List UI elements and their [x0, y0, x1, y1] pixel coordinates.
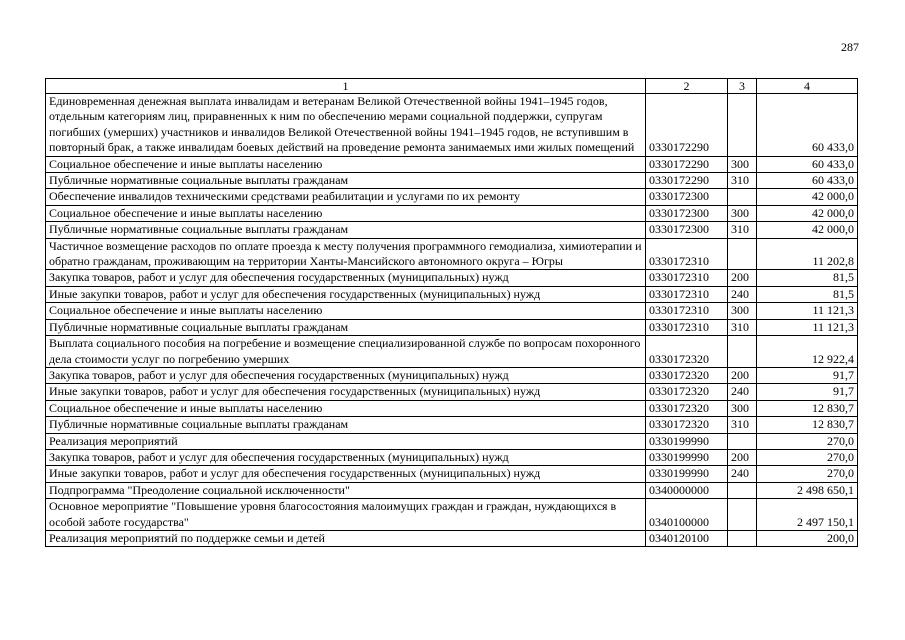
row-amount: 2 497 150,1 — [757, 499, 858, 531]
row-amount: 81,5 — [757, 286, 858, 302]
row-name: Реализация мероприятий по поддержке семьи и детей — [46, 530, 646, 546]
table-row — [46, 319, 858, 335]
row-name: Закупка товаров, работ и услуг для обеспечения государственных (муниципальных) нужд — [46, 270, 646, 286]
row-type: 200 — [728, 367, 757, 383]
row-code: 0330172300 — [646, 189, 728, 205]
row-code: 0330172320 — [646, 384, 728, 400]
row-name: Реализация мероприятий — [46, 433, 646, 449]
row-amount: 270,0 — [757, 449, 858, 465]
page-number: 287 — [841, 40, 859, 54]
table-row — [46, 367, 858, 383]
row-type — [728, 499, 757, 531]
row-type: 300 — [728, 205, 757, 221]
row-name: Закупка товаров, работ и услуг для обеспечения государственных (муниципальных) нужд — [46, 367, 646, 383]
row-type — [728, 482, 757, 498]
row-type: 310 — [728, 319, 757, 335]
row-type: 300 — [728, 303, 757, 319]
row-type: 310 — [728, 222, 757, 238]
header-amount: 4 — [757, 79, 858, 94]
table-row — [46, 433, 858, 449]
row-name: Публичные нормативные социальные выплаты гражданам — [46, 173, 646, 189]
table-row — [46, 530, 858, 546]
table-row — [46, 482, 858, 498]
budget-table — [45, 78, 858, 547]
row-name: Выплата социального пособия на погребение и возмещение специализированной службе по вопросам похоронного дела стоимости услуг по погребению умерших — [46, 336, 646, 368]
row-amount: 11 121,3 — [757, 319, 858, 335]
row-code: 0340000000 — [646, 482, 728, 498]
table-row — [46, 270, 858, 286]
row-code: 0330172310 — [646, 286, 728, 302]
row-amount: 42 000,0 — [757, 189, 858, 205]
row-name: Иные закупки товаров, работ и услуг для обеспечения государственных (муниципальных) нужд — [46, 466, 646, 482]
row-type: 300 — [728, 400, 757, 416]
row-amount: 91,7 — [757, 367, 858, 383]
table-row — [46, 238, 858, 270]
row-code: 0330172300 — [646, 205, 728, 221]
row-name: Социальное обеспечение и иные выплаты населению — [46, 205, 646, 221]
row-type — [728, 238, 757, 270]
row-type — [728, 433, 757, 449]
row-code: 0330172320 — [646, 417, 728, 433]
row-name: Закупка товаров, работ и услуг для обеспечения государственных (муниципальных) нужд — [46, 449, 646, 465]
table-row — [46, 400, 858, 416]
row-name: Публичные нормативные социальные выплаты гражданам — [46, 222, 646, 238]
table-row — [46, 205, 858, 221]
row-type — [728, 189, 757, 205]
row-code: 0330199990 — [646, 449, 728, 465]
row-code: 0330172310 — [646, 319, 728, 335]
table-row — [46, 156, 858, 172]
row-code: 0330172320 — [646, 367, 728, 383]
table-body — [46, 94, 858, 547]
row-code: 0330172310 — [646, 238, 728, 270]
row-code: 0330172300 — [646, 222, 728, 238]
row-amount: 60 433,0 — [757, 173, 858, 189]
table-row — [46, 286, 858, 302]
row-amount: 60 433,0 — [757, 94, 858, 157]
row-name: Публичные нормативные социальные выплаты гражданам — [46, 319, 646, 335]
row-amount: 2 498 650,1 — [757, 482, 858, 498]
table-row — [46, 384, 858, 400]
row-code: 0330172290 — [646, 94, 728, 157]
table-row — [46, 417, 858, 433]
row-name: Единовременная денежная выплата инвалидам и ветеранам Великой Отечественной войны 1941–1945 годов, отдельным категориям лиц, приравненных к ним по обеспечению мерами социальной поддержки, супругам погибших (умерших) участников и инвалидов Великой Отечественной войны 1941–1945 годов, не вступившим в повторный брак, а также инвалидам боевых действий на проведение ремонта занимаемых ими жилых помещений — [46, 94, 646, 157]
row-amount: 270,0 — [757, 466, 858, 482]
row-name: Иные закупки товаров, работ и услуг для обеспечения государственных (муниципальных) нужд — [46, 384, 646, 400]
table-row — [46, 466, 858, 482]
row-code: 0330172290 — [646, 156, 728, 172]
table-row — [46, 303, 858, 319]
row-amount: 60 433,0 — [757, 156, 858, 172]
row-name: Социальное обеспечение и иные выплаты населению — [46, 400, 646, 416]
row-amount: 200,0 — [757, 530, 858, 546]
row-type — [728, 336, 757, 368]
row-code: 0330172320 — [646, 336, 728, 368]
row-type: 240 — [728, 286, 757, 302]
table-row — [46, 222, 858, 238]
row-type: 200 — [728, 449, 757, 465]
row-amount: 91,7 — [757, 384, 858, 400]
header-name: 1 — [46, 79, 646, 94]
row-name: Основное мероприятие "Повышение уровня благосостояния малоимущих граждан и граждан, нуждающихся в особой заботе государства" — [46, 499, 646, 531]
row-code: 0330172290 — [646, 173, 728, 189]
header-code: 2 — [646, 79, 728, 94]
row-name: Подпрограмма "Преодоление социальной исключенности" — [46, 482, 646, 498]
row-amount: 12 830,7 — [757, 400, 858, 416]
row-code: 0340100000 — [646, 499, 728, 531]
row-name: Иные закупки товаров, работ и услуг для обеспечения государственных (муниципальных) нужд — [46, 286, 646, 302]
table-row — [46, 189, 858, 205]
row-type: 240 — [728, 384, 757, 400]
table-row — [46, 94, 858, 157]
row-type: 310 — [728, 417, 757, 433]
row-code: 0330172320 — [646, 400, 728, 416]
table-header — [46, 79, 858, 94]
table-row — [46, 449, 858, 465]
row-name: Социальное обеспечение и иные выплаты населению — [46, 156, 646, 172]
row-amount: 11 202,8 — [757, 238, 858, 270]
row-code: 0330199990 — [646, 433, 728, 449]
row-name: Социальное обеспечение и иные выплаты населению — [46, 303, 646, 319]
row-name: Частичное возмещение расходов по оплате проезда к месту получения программного гемодиализа, химиотерапии и обратно гражданам, проживающим на территории Ханты-Мансийского автономного округа – Югры — [46, 238, 646, 270]
row-amount: 12 830,7 — [757, 417, 858, 433]
row-type: 200 — [728, 270, 757, 286]
row-name: Обеспечение инвалидов техническими средствами реабилитации и услугами по их ремонту — [46, 189, 646, 205]
row-code: 0330172310 — [646, 303, 728, 319]
header-type: 3 — [728, 79, 757, 94]
table-row — [46, 336, 858, 368]
row-code: 0330172310 — [646, 270, 728, 286]
header-row — [46, 79, 858, 94]
row-amount: 42 000,0 — [757, 205, 858, 221]
row-amount: 81,5 — [757, 270, 858, 286]
row-amount: 12 922,4 — [757, 336, 858, 368]
row-type: 300 — [728, 156, 757, 172]
row-name: Публичные нормативные социальные выплаты гражданам — [46, 417, 646, 433]
row-type: 240 — [728, 466, 757, 482]
row-code: 0330199990 — [646, 466, 728, 482]
row-type — [728, 94, 757, 157]
row-amount: 11 121,3 — [757, 303, 858, 319]
row-type: 310 — [728, 173, 757, 189]
table-row — [46, 173, 858, 189]
row-type — [728, 530, 757, 546]
row-amount: 42 000,0 — [757, 222, 858, 238]
table-row — [46, 499, 858, 531]
row-code: 0340120100 — [646, 530, 728, 546]
row-amount: 270,0 — [757, 433, 858, 449]
